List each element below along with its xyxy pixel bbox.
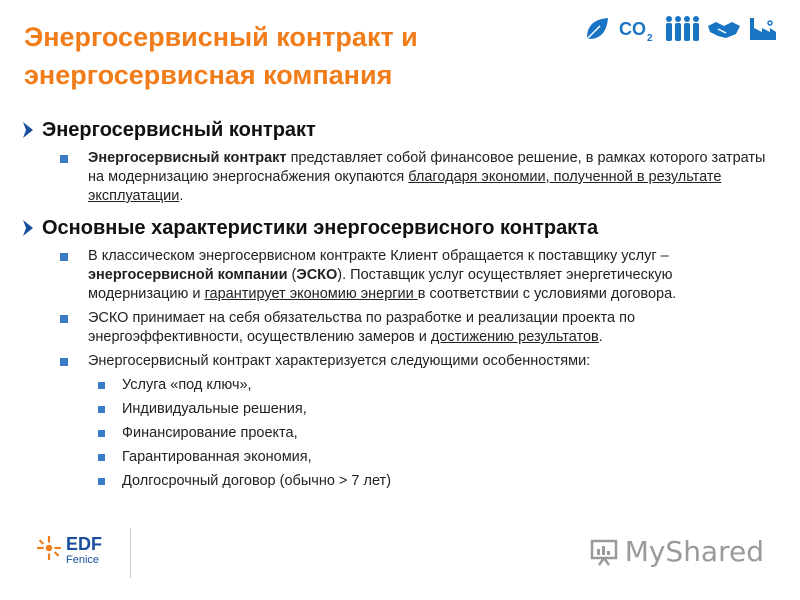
square-bullet-icon <box>98 478 105 485</box>
list-item <box>22 373 776 397</box>
heading-text: Основные характеристики энергосервисного контракта <box>42 217 599 239</box>
bullet-item <box>22 149 776 206</box>
svg-text:CO: CO <box>619 19 646 39</box>
factory-icon <box>748 14 778 44</box>
watermark <box>589 535 764 568</box>
list-item <box>22 469 776 493</box>
bullet-text: ( <box>287 267 297 283</box>
bullet-text: . <box>179 188 184 204</box>
heading-text: Энергосервисный контракт <box>42 119 316 141</box>
square-bullet-icon <box>60 253 68 261</box>
list-item-text: Долгосрочный договор (обычно > 7 лет) <box>122 473 392 489</box>
bullet-item <box>22 352 776 371</box>
bullet-text: ). Поставщик услуг осуществляет энергетическую модернизацию и <box>88 267 673 302</box>
list-item-text: Гарантированная экономия, <box>122 449 312 465</box>
brand-name: EDF <box>66 534 102 554</box>
bullet-text: представляет собой финансовое решение, в рамках которого затраты на модернизацию энергоснабжения окупаются <box>88 150 766 185</box>
bullet-text: . <box>598 329 603 345</box>
title-line-1: Энергосервисный контракт и <box>24 22 418 52</box>
leaf-icon <box>582 14 612 44</box>
square-bullet-icon <box>60 155 68 163</box>
arrow-bullet-icon <box>22 121 34 139</box>
edf-logo <box>36 535 102 567</box>
square-bullet-icon <box>98 382 105 389</box>
square-bullet-icon <box>60 358 68 366</box>
underlined-text: гарантирует экономию энергии <box>204 286 418 302</box>
bullet-text: в соответствии с условиями договора. <box>417 286 677 302</box>
co2-icon <box>618 14 658 44</box>
list-item-text: Индивидуальные решения, <box>122 401 307 417</box>
list-item <box>22 397 776 421</box>
section-energy-contract <box>22 117 776 206</box>
list-item <box>22 445 776 469</box>
section-main-characteristics <box>22 215 776 493</box>
square-bullet-icon <box>60 315 68 323</box>
bullet-text: ЭСКО принимает на себя обязательства по разработке и реализации проекта по энергоэффективности, осуществлению замеров и <box>88 310 636 345</box>
bullet-text: Энергосервисный контракт характеризуется следующими особенностями: <box>88 353 591 369</box>
page-title <box>24 18 544 94</box>
bold-text: Энергосервисный контракт <box>88 150 287 166</box>
header-icons <box>582 14 778 44</box>
arrow-bullet-icon <box>22 219 34 237</box>
svg-text:2: 2 <box>647 33 653 44</box>
section-heading <box>22 215 776 241</box>
bullet-text: В классическом энергосервисном контракте Клиент обращается к поставщику услуг – <box>88 248 669 264</box>
watermark-text: MyShared <box>624 535 764 568</box>
brand-sub: Fenice <box>66 554 100 566</box>
footer-divider <box>130 528 131 578</box>
bullet-item <box>22 247 776 304</box>
list-item-text: Финансирование проекта, <box>122 425 298 441</box>
list-item-text: Услуга «под ключ», <box>122 377 252 393</box>
square-bullet-icon <box>98 454 105 461</box>
square-bullet-icon <box>98 430 105 437</box>
underlined-text: благодаря экономии, полученной в результате эксплуатации <box>88 169 722 204</box>
edf-sun-icon <box>36 535 62 561</box>
underlined-text: достижению результатов <box>430 329 599 345</box>
list-item <box>22 421 776 445</box>
presentation-icon <box>589 537 619 567</box>
title-line-2: энергосервисная компания <box>24 60 393 90</box>
handshake-icon <box>706 14 742 44</box>
sub-list <box>22 373 776 493</box>
section-heading <box>22 117 776 143</box>
bold-text: ЭСКО <box>296 267 338 283</box>
people-icon <box>664 14 700 44</box>
square-bullet-icon <box>98 406 105 413</box>
bullet-item <box>22 309 776 347</box>
bold-text: энергосервисной компании <box>88 267 288 283</box>
